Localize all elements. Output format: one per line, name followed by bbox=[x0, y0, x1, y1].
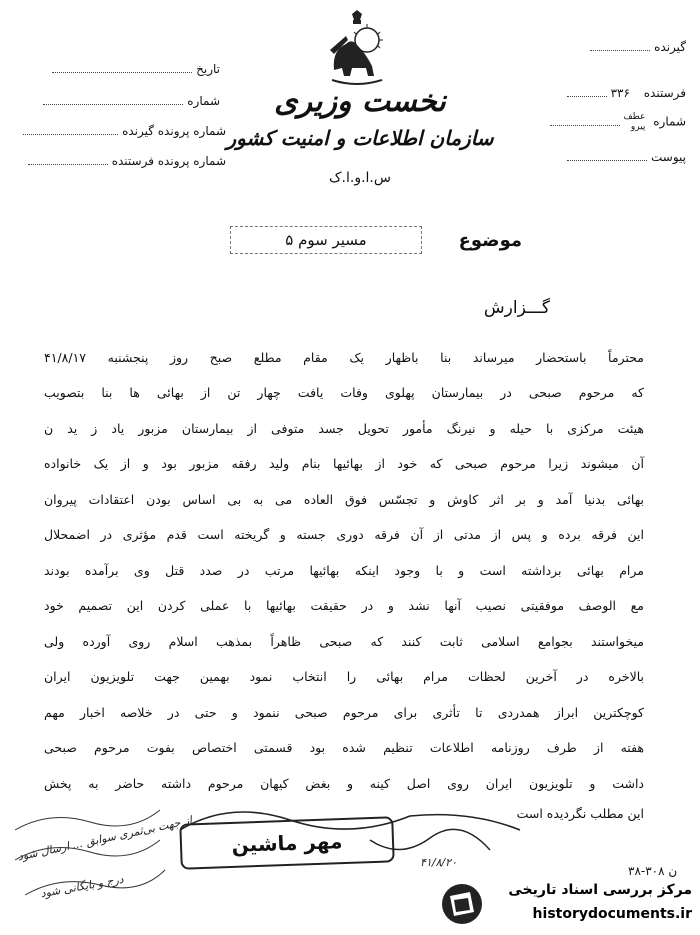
number-label-right: شماره bbox=[653, 114, 686, 129]
signature-scribble-icon bbox=[170, 790, 530, 880]
date-label: تاریخ bbox=[196, 62, 220, 76]
body-line: مع الوصف موفقیتی نصیب آنها نشد و در حقیقت بهائیها با عملی کردن این تصمیم خود bbox=[44, 598, 644, 613]
date-field bbox=[52, 62, 220, 76]
body-line: مرام بهائی برداشته است و با وجود اینکه بهائیها مرتب در صدد قتل وی برآمده بودند bbox=[44, 563, 644, 578]
sender-file-field bbox=[28, 154, 226, 168]
watermark-english: historydocuments.ir bbox=[532, 906, 692, 922]
body-line: محترماً باستحضار میرساند بنا باظهار یک مقام مطلع صبح روز پنجشنبه ۴۱/۸/۱۷ bbox=[44, 350, 644, 365]
sender-field bbox=[567, 86, 686, 100]
body-line: داشت و تلویزیون ایران روی اصل کینه و بغض کیهان مرحوم داشته حاضر به پخش bbox=[44, 776, 644, 791]
subject-value: مسیر سوم ۵ bbox=[230, 226, 422, 254]
body-line: این مطلب نگردیده است bbox=[516, 806, 644, 821]
sender-label: فرستنده bbox=[643, 86, 686, 100]
body-line: بالاخره در آخرین لحظات مرام بهائی را انتخاب نمود بهمین جهت تلویزیون ایران bbox=[44, 669, 644, 684]
recipient-label: گیرنده bbox=[654, 40, 686, 54]
number-field-right bbox=[550, 112, 686, 132]
body-line: کوچکترین ابراز همدردی تا تأثری برای مرحوم صبحی ننمود و حتی در خلاصه اخبار مهم bbox=[44, 705, 644, 720]
sender-file-label: شماره پرونده فرستنده bbox=[111, 154, 226, 168]
body-line: آن میشوند زیرا مرحوم صبحی که خود از بهائیها بنام ولید رفقه مزبور بود و از یک خانواده bbox=[44, 456, 644, 471]
recipient-file-label: شماره پرونده گیرنده bbox=[122, 124, 226, 138]
official-stamp: مهر ماشین bbox=[179, 816, 394, 869]
subject-label: موضوع bbox=[458, 230, 522, 251]
sender-value: ۳۳۶ bbox=[610, 86, 630, 100]
body-line: هفته از طرف روزنامه اطلاعات تنظیم شده بود قسمتی اختصاص بفوت مرحوم صبحی bbox=[44, 740, 644, 755]
org-acronym: س.ا.و.ا.ک bbox=[329, 170, 391, 186]
number-label-left: شماره bbox=[187, 94, 220, 108]
recipient-file-field bbox=[23, 124, 226, 138]
body-line: میخواستند بجوامع اسلامی ثابت کنند که صبحی ظاهراً بمذهب اسلام روی آورده ولی bbox=[44, 634, 644, 649]
body-line: بهائی بدنیا آمد و بر اثر کاوش و تجسّس فوق العاده می به بی اساس بودن اعتقادات پیروان bbox=[44, 492, 644, 507]
handwritten-date: ۴۱/۸/۲۰ bbox=[420, 856, 457, 869]
ref-label: عطف bbox=[623, 112, 646, 122]
body-line: این فرقه برده و پس از مدتی از آن فرقه دوری جسته و گریخته است قدم مؤثری در اضمحلال bbox=[44, 527, 644, 542]
body-line: که مرحوم صبحی در بیمارستان پهلوی وفات یافت چهار تن از بهائی ها بنا بتصویب bbox=[44, 385, 644, 400]
attachment-label: پیوست bbox=[651, 150, 686, 164]
document-code: ۳۸-۳۰۸ ن bbox=[628, 864, 678, 878]
lion-and-sun-emblem-icon bbox=[322, 10, 392, 88]
archive-logo-icon bbox=[440, 882, 484, 926]
number-field-left bbox=[43, 94, 220, 108]
archive-watermark bbox=[440, 878, 696, 932]
body-line: هیئت مرکزی با حیله و نیرنگ مأمور تحویل جسد متوفی از بیمارستان مزبور یاد ز ید ن bbox=[44, 421, 644, 436]
handwritten-note-2: درج و بایگانی شود bbox=[39, 872, 125, 901]
handwritten-note-1: از جهت بی‌ثمری سوابق ... ارسال شود bbox=[16, 813, 194, 864]
watermark-persian: مرکز بررسی اسناد تاریخی bbox=[508, 882, 692, 898]
org-title: نخست وزیری bbox=[274, 84, 446, 119]
org-subtitle: سازمان اطلاعات و امنیت کشور bbox=[226, 126, 494, 150]
handwriting-strokes-icon bbox=[10, 800, 170, 910]
report-title: گـــزارش bbox=[483, 298, 550, 318]
attachment-field bbox=[567, 150, 686, 164]
recipient-field bbox=[590, 40, 686, 54]
followup-label: پیرو bbox=[630, 122, 646, 132]
